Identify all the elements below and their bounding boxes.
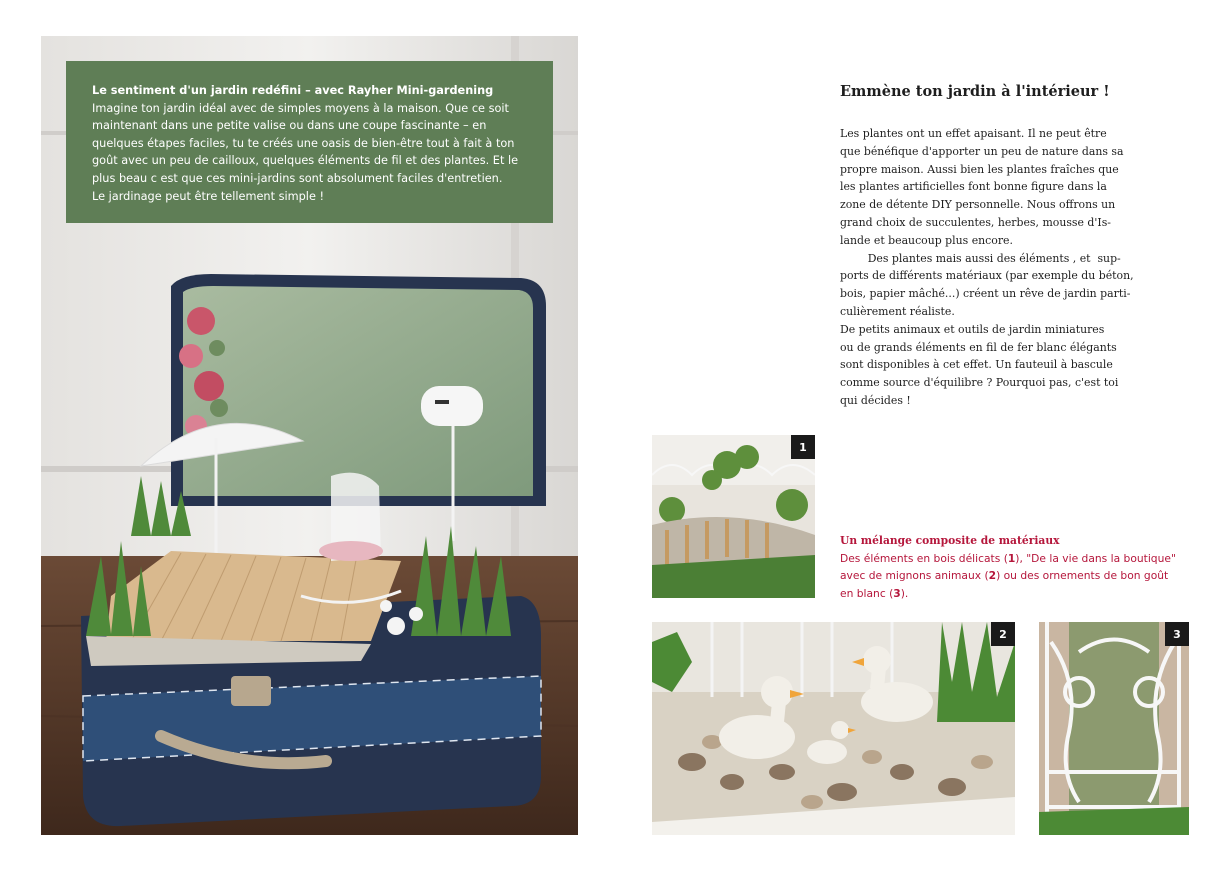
article-line: Les plantes ont un effet apaisant. Il ne peut être — [840, 127, 1107, 140]
intro-line: maintenant dans une petite valise ou dans une coupe fascinante – en — [92, 119, 487, 133]
article-line: propre maison. Aussi bien les plantes fraîches que — [840, 162, 1119, 176]
article-line: zone de détente DIY personnelle. Nous offrons un — [840, 198, 1116, 212]
wooden-bridge-illustration — [652, 435, 815, 598]
article-line: que bénéfique d'apporter un peu de nature dans sa — [840, 144, 1124, 158]
photo-wooden-bridge — [652, 435, 815, 598]
intro-line: Imagine ton jardin idéal avec de simples moyens à la maison. Que ce soit — [92, 101, 509, 115]
article-line: comme source d'équilibre ? Pourquoi pas, c'est toi — [840, 376, 1119, 390]
article-line: lande et beaucoup plus encore. — [840, 233, 1013, 247]
caption-line-1: Des éléments en bois délicats (1), "De la vie dans la boutique" — [840, 551, 1176, 565]
intro-box — [66, 61, 553, 223]
intro-heading: Le sentiment d'un jardin redéfini – avec Rayher Mini-gardening — [92, 84, 494, 97]
article-line: De petits animaux et outils de jardin miniatures — [840, 322, 1105, 336]
photo-ducks — [652, 622, 1015, 835]
article-line: qui décides ! — [840, 393, 911, 407]
intro-line: goût avec un peu de cailloux, quelques éléments de fil et des plantes. Et le — [92, 154, 519, 168]
article-line: bois, papier mâché...) créent un rêve de jardin parti- — [840, 287, 1131, 301]
photo-badge-2: 2 — [991, 622, 1015, 646]
caption-line-3: en blanc (3). — [840, 587, 909, 601]
article-body — [840, 125, 1160, 410]
article-line: culièrement réaliste. — [840, 304, 955, 318]
article-line: les plantes artificielles font bonne figure dans la — [840, 180, 1107, 194]
article-line: Des plantes mais aussi des éléments , et sup- — [840, 251, 1121, 265]
photo-badge-1: 1 — [791, 435, 815, 459]
article-line: ports de différents matériaux (par exemple du béton, — [840, 269, 1134, 283]
ducks-illustration — [652, 622, 1015, 835]
photo-badge-3: 3 — [1165, 622, 1189, 646]
photo-white-ornament — [1039, 622, 1189, 835]
photo-caption — [840, 532, 1180, 603]
intro-line: Le jardinage peut être tellement simple ! — [92, 189, 325, 203]
article-line: grand choix de succulentes, herbes, mousse d'Is- — [840, 215, 1111, 229]
caption-heading: Un mélange composite de matériaux — [840, 534, 1060, 547]
caption-line-2: avec de mignons animaux (2) ou des ornements de bon goût — [840, 569, 1169, 583]
intro-line: plus beau c est que ces mini-jardins sont absolument faciles d'entretien. — [92, 171, 503, 185]
article-title: Emmène ton jardin à l'intérieur ! — [840, 83, 1110, 100]
intro-line: quelques étapes faciles, tu te créés une oasis de bien-être tout à fait à ton — [92, 136, 515, 150]
article-line: ou de grands éléments en fil de fer blanc élégants — [840, 340, 1117, 354]
ornament-illustration — [1039, 622, 1189, 835]
article-line: sont disponibles à cet effet. Un fauteuil à bascule — [840, 358, 1113, 372]
